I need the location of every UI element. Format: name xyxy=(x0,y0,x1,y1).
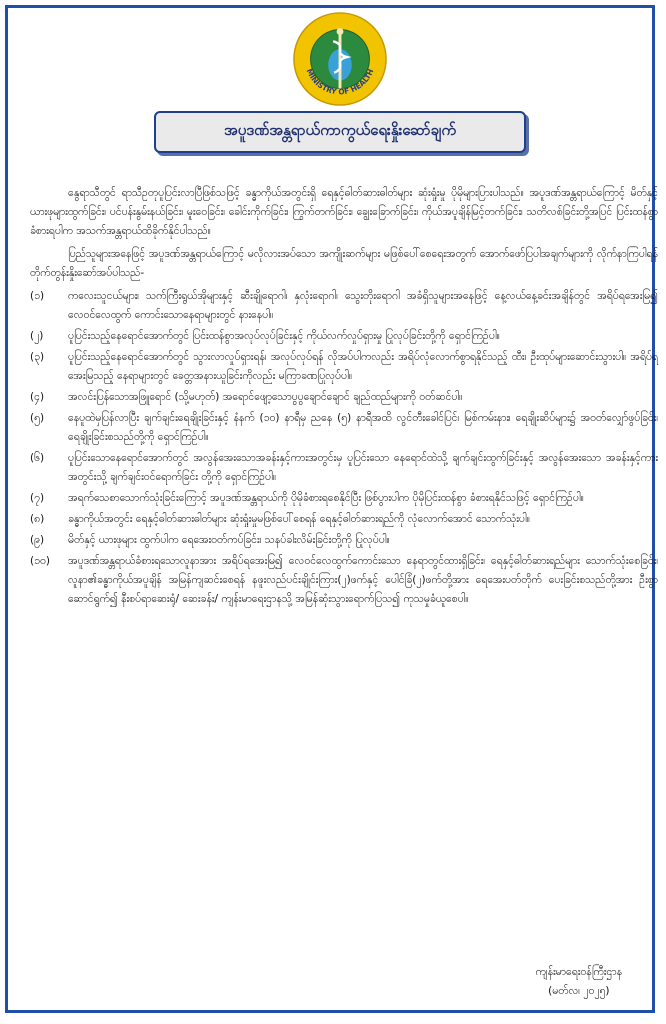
intro-paragraph: ပြည်သူများအနေဖြင့် အပူဒဏ်အန္တရာယ်ကြောင့် မလိုလားအပ်သော အကျိုးဆက်များ မဖြစ်ပေါ်စေရေးအတွက် အောက်ဖော်ပြပါအချက်များကို လိုက်နာကြပါရန် တိုက်တွန်းနှိုးဆော်အပ်ပါသည်- xyxy=(30,248,658,279)
intro-paragraph: နွေရာသီတွင် ရာသီဥတုပူပြင်းလာပြီဖြစ်သဖြင့် ခန္ဓာကိုယ်အတွင်းရှိ ရေနှင့်ဓါတ်ဆားဓါတ်များ ဆုံးရှုံးမှု ပိုမိုများပြားပါသည်။ အပူဒဏ်အန္တရာယ်ကြောင့် မိတ်နှင့်ယားဖုများထွက်ခြင်း၊ ပင်ပန်းနွမ်းနယ်ခြင်း၊ မူးဝေခြင်း၊ ခေါင်းကိုက်ခြင်း၊ ကြွက်တက်ခြင်း၊ ချွေးခြောက်ခြင်း၊ ကိုယ်အပူချိန်မြင့်တက်ခြင်း၊ သတိလစ်ခြင်းတို့အပြင် ပြင်းထန်စွာခံစားရပါက အသက်အန္တရာယ်ထိခိုက်နိုင်ပါသည်။ xyxy=(30,187,658,237)
list-item xyxy=(30,510,658,529)
item-text: ပူပြင်းသည့်နေရောင်အောက်တွင် သွားလာလှုပ်ရှားရန်၊ အလုပ်လုပ်ရန် လိုအပ်ပါကလည်း အရိပ်လုံလောက်စွာရနိုင်သည့် ထီး၊ ဦးထုပ်များဆောင်းသွားပါ။ အရိပ်ရအေးမြသည့် နေရာများတွင် ခေတ္တအနားယူခြင်းကိုလည်း မကြာခဏပြုလုပ်ပါ။ xyxy=(68,351,658,382)
item-number: (၁) xyxy=(30,290,45,302)
item-number: (၂) xyxy=(30,330,44,342)
notice-body xyxy=(30,184,658,611)
item-text: အလင်းပြန်သောအဖြူရောင် (သို့မဟုတ်) အရောင်ဖျော့သောပွပွချောင်ချောင် ချည်ထည်များကို ဝတ်ဆင်ပါ။ xyxy=(68,391,463,403)
list-item xyxy=(30,388,658,407)
item-text: ပူပြင်းသောနေရောင်အောက်တွင် အလွန်အေးသောအခန်းနှင့်ကားအတွင်းမှ ပူပြင်းသော နေရောင်ထဲသို့ ချက်ချင်းထွက်ခြင်းနှင့် အလွန်အေးသော အခန်းနှင့်ကားအတွင်းသို့ ချက်ချင်းဝင်ရောက်ခြင်း တို့ကို ရှောင်ကြဉ်ပါ။ xyxy=(68,452,658,483)
list-item xyxy=(30,449,658,487)
list-item xyxy=(30,287,658,325)
item-number: (၈) xyxy=(30,513,45,525)
list-item xyxy=(30,327,658,346)
item-text: နေပူထဲမှပြန်လာပြီး ချက်ချင်းရေချိုးခြင်းနှင့် နံနက် (၁၀) နာရီမှ ညနေ (၅) နာရီအထိ လွင်တီးခေါင်ပြင်၊ မြစ်ကမ်းနား၊ ရေချိုးဆိပ်များ၌ အဝတ်လျှော်ဖွပ်ခြင်း၊ ရေချိုးခြင်းစသည်တို့ကို ရှောင်ကြဉ်ပါ။ xyxy=(68,412,658,443)
item-number: (၅) xyxy=(30,412,45,424)
signature-block xyxy=(536,963,622,1001)
item-number: (၁၀) xyxy=(30,555,51,567)
item-text: ပူပြင်းသည့်နေရောင်အောက်တွင် ပြင်းထန်စွာအလုပ်လုပ်ခြင်းနှင့် ကိုယ်လက်လှုပ်ရှားမှု ပြုလုပ်ခြင်းတို့ကို ရှောင်ကြဉ်ပါ။ xyxy=(68,330,500,342)
item-number: (၆) xyxy=(30,452,45,464)
list-item xyxy=(30,489,658,508)
document-frame xyxy=(5,5,658,1013)
item-number: (၉) xyxy=(30,534,45,546)
issuing-ministry: ကျန်းမာရေးဝန်ကြီးဌာန xyxy=(535,966,622,978)
logo-caption: MINISTRY OF HEALTH xyxy=(304,67,376,97)
item-number: (၃) xyxy=(30,351,45,363)
item-number: (၇) xyxy=(30,492,45,504)
item-number: (၄) xyxy=(30,391,45,403)
list-item xyxy=(30,348,658,386)
item-text: ကလေးသူငယ်များ၊ သက်ကြီးရွယ်အိုများနှင့် ဆီးချိုရောဂါ၊ နှလုံးရောဂါ၊ သွေးတိုးရောဂါ အခံရှိသူများအနေဖြင့် နေ့လယ်နေ့ခင်းအချိန်တွင် အရိပ်ရအေးမြ၍ လေဝင်လေထွက် ကောင်းသောနေရာများတွင် နားနေပါ။ xyxy=(68,290,658,321)
list-item xyxy=(30,409,658,447)
item-text: မိတ်နှင့် ယားဖုများ ထွက်ပါက ရေအေးဝတ်ကပ်ခြင်း၊ သနပ်ခါးလိမ်းခြင်းတို့ကို ပြုလုပ်ပါ။ xyxy=(68,534,390,546)
item-text: အပူဒဏ်အန္တရာယ်ခံစားရသောလူနာအား အရိပ်ရအေးမြ၍ လေဝင်လေထွက်ကောင်းသော နေရာတွင်ထားရှိခြင်း၊ ရေနှင့်ဓါတ်ဆားရည်များ သောက်သုံးစေခြင်း၊ လူနာ၏ခန္ဓာကိုယ်အပူချိန် အမြန်ကျဆင်းစေရန် နဖူးလည်ပင်းချိုင်းကြား(၂)ဖက်နှင့် ပေါင်ခြံ(၂)ဖက်တို့အား ရေအေးပတ်တိုက် ပေးခြင်းစသည်တို့အား ဦးစွာဆောင်ရွက်၍ နီးစပ်ရာဆေးရုံ/ ဆေးခန်း/ ကျန်းမာရေးဌာနသို့ အမြန်ဆုံးသွားရောက်ပြသ၍ ကုသမှုခံယူစေပါ။ xyxy=(68,555,658,605)
list-item xyxy=(30,531,658,550)
list-item xyxy=(30,552,658,609)
item-text: အရက်သေစာသောက်သုံးခြင်းကြောင့် အပူဒဏ်အန္တရာယ်ကို ပိုမိုခံစားရစေနိုင်ပြီး ဖြစ်ပွားပါက ပိုမိုပြင်းထန်စွာ ခံစားရနိုင်သဖြင့် ရှောင်ကြဉ်ပါ။ xyxy=(68,492,584,504)
issue-date: (မတ်လ၊ ၂၀၂၅) xyxy=(548,985,610,997)
item-text: ခန္ဓာကိုယ်အတွင်း ရေနှင့်ဓါတ်ဆားဓါတ်များ ဆုံးရှုံးမှုမဖြစ်ပေါ်စေရန် ရေနှင့်ဓါတ်ဆားရည်ကို လုံလောက်အောင် သောက်သုံးပါ။ xyxy=(68,513,530,525)
page-title: အပူဒဏ်အန္တရာယ်ကာကွယ်ရေးနှိုးဆော်ချက် xyxy=(154,111,526,153)
ministry-of-health-logo xyxy=(291,10,389,108)
